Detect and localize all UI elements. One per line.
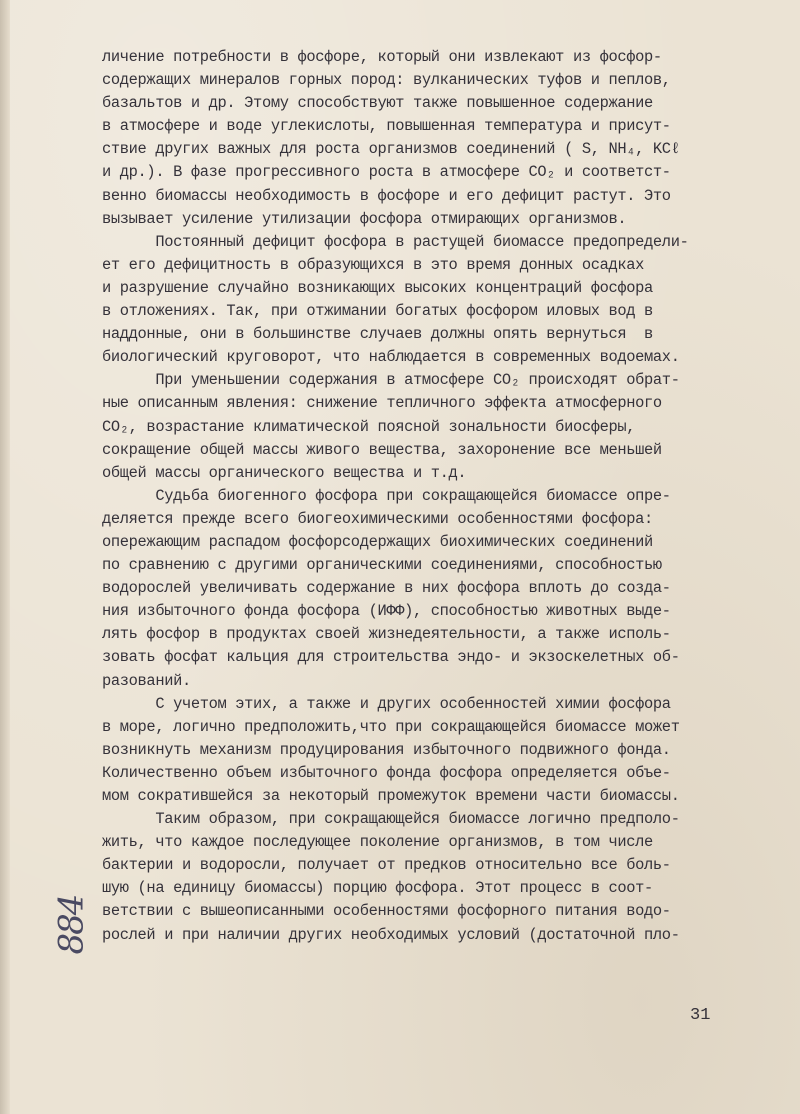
text-line: шую (на единицу биомассы) порцию фосфора. Этот процесс в соот-	[102, 879, 653, 898]
text-line: личение потребности в фосфоре, который они извлекают из фосфор-	[102, 48, 662, 66]
text-line: водорослей увеличивать содержание в них фосфора вплоть до созда-	[102, 579, 671, 598]
text-line: опережающим распадом фосфорсодержащих биохимических соединений	[102, 532, 653, 551]
text-line: биологический круговорот, что наблюдается в современных водоемах.	[102, 348, 680, 367]
text-line: вызывает усиление утилизации фосфора отмирающих организмов.	[102, 209, 627, 228]
text-line: Постоянный дефицит фосфора в растущей биомассе предопредели-	[102, 232, 689, 251]
text-line: ветствии с вышеописанными особенностями фосфорного питания водо-	[102, 902, 671, 921]
text-line: ствие других важных для роста организмов соединений ( S, NH₄, KCℓ	[102, 140, 680, 159]
text-line: и др.). В фазе прогрессивного роста в атмосфере CO₂ и соответст-	[102, 163, 671, 182]
text-line: венно биомассы необходимость в фосфоре и его дефицит растут. Это	[102, 186, 671, 205]
text-line: ные описанным явления: снижение тепличного эффекта атмосферного	[102, 394, 662, 413]
text-line: в атмосфере и воде углекислоты, повышенная температура и присут-	[102, 117, 671, 136]
text-line: сокращение общей массы живого вещества, захоронение все меньшей	[102, 440, 662, 459]
text-line: Количественно объем избыточного фонда фосфора определяется объе-	[102, 763, 671, 782]
text-line: лять фосфор в продуктах своей жизнедеятельности, а также исполь-	[102, 625, 671, 644]
text-line: в море, логично предположить,что при сокращающейся биомассе может	[102, 717, 680, 736]
text-line: зовать фосфат кальция для строительства эндо- и экзоскелетных об-	[102, 648, 680, 667]
body-text	[102, 46, 752, 947]
text-line: С учетом этих, а также и других особенностей химии фосфора	[102, 694, 671, 713]
text-line: общей массы органического вещества и т.д.	[102, 463, 467, 482]
page-number: 31	[690, 1006, 711, 1025]
text-line: бактерии и водоросли, получает от предков относительно все боль-	[102, 856, 671, 875]
text-line: жить, что каждое последующее поколение организмов, в том числе	[102, 833, 653, 852]
text-line: по сравнению с другими органическими соединениями, способностью	[102, 556, 662, 575]
text-line: ния избыточного фонда фосфора (ИФФ), способностью животных выде-	[102, 602, 671, 621]
handwritten-margin-note: 884	[51, 895, 92, 955]
text-line: мом сократившейся за некоторый промежуток времени части биомассы.	[102, 787, 680, 805]
page-edge	[0, 0, 10, 1114]
text-line: содержащих минералов горных пород: вулканических туфов и пеплов,	[102, 71, 671, 90]
text-line: рослей и при наличии других необходимых условий (достаточной пло-	[102, 925, 680, 944]
text-line: деляется прежде всего биогеохимическими особенностями фосфора:	[102, 509, 653, 528]
text-line: разований.	[102, 671, 191, 690]
text-line: ет его дефицитность в образующихся в это время донных осадках	[102, 255, 645, 274]
text-line: CO₂, возрастание климатической поясной зональности биосферы,	[102, 417, 636, 436]
text-line: наддонные, они в большинстве случаев должны опять вернуться в	[102, 325, 653, 344]
text-line: в отложениях. Так, при отжимании богатых фосфором иловых вод в	[102, 302, 653, 321]
text-line: Таким образом, при сокращающейся биомассе логично предполо-	[102, 810, 680, 829]
text-line: возникнуть механизм продуцирования избыточного подвижного фонда.	[102, 740, 671, 759]
text-line: Судьба биогенного фосфора при сокращающейся биомассе опре-	[102, 486, 671, 505]
text-line: При уменьшении содержания в атмосфере CO₂ происходят обрат-	[102, 371, 680, 390]
text-line: базальтов и др. Этому способствуют также повышенное содержание	[102, 94, 653, 113]
text-line: и разрушение случайно возникающих высоких концентраций фосфора	[102, 278, 653, 297]
